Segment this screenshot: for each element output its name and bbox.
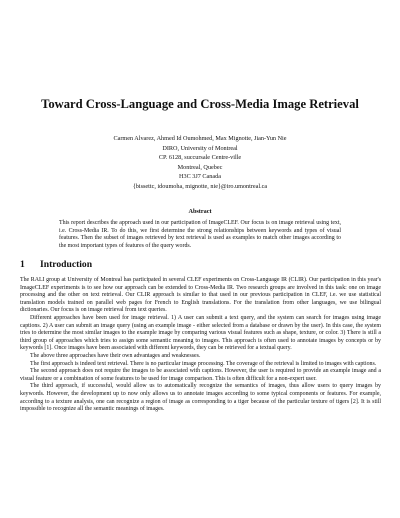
- paper-title: Toward Cross-Language and Cross-Media Image Retrieval: [41, 97, 359, 111]
- abstract-text: This report describes the approach used in our participation of ImageCLEF. Our focus is on image retrieval using text, i.e. Cross-Media IR. To do this, we first determine the strong relationships between keywords and types of visual features. Then the subset of images retrieved by text retrieval is used as examples to match other images according to the most important types of features of the query words.: [59, 220, 341, 249]
- section-number: 1: [20, 259, 25, 270]
- author-affiliation: DIRO, University of Montreal: [162, 144, 238, 152]
- section-body: [20, 277, 381, 414]
- author-names: Carmen Alvarez, Ahmed Id Oumohmed, Max Mignotte, Jian-Yun Nie: [113, 135, 287, 142]
- abstract-heading: Abstract: [188, 208, 212, 215]
- body-paragraph: The first approach is indeed text retrieval. There is no particular image processing. The coverage of the retrieval is limited to images with captions.: [30, 360, 377, 367]
- author-city: Montreal, Quebec: [177, 163, 223, 171]
- author-emails: {bissettc, idoumoha, mignotte, nie}@iro.umontreal.ca: [132, 182, 268, 190]
- body-paragraph: The above three approaches have their own advantages and weaknesses.: [30, 352, 201, 359]
- author-block: [40, 134, 360, 192]
- body-paragraph: The second approach does not require the images to be associated with captions. However, the user is required to provide an example image and a visual feature or a combination of some features to be used for image comparison. This is often difficult for a non-expert user.: [20, 368, 381, 382]
- body-paragraph: The third approach, if successful, would allow us to automatically recognize the semantics of images, thus allow users to query images by keywords. However, the development up to now only allows us to annotate images according to some typical components or features. For example, according to a texture analysis, one can recognize a region of image as corresponding to a tiger because of the particular texture of tigers [2]. It is still impossible to recognize all the semantic meanings of images.: [20, 383, 381, 413]
- section-title: Introduction: [40, 259, 93, 270]
- section-heading: [20, 259, 380, 271]
- author-postal-code: H3C 3J7 Canada: [179, 173, 221, 181]
- body-paragraph: Different approaches have been used for image retrieval. 1) A user can submit a text query, and the system can search for images using image captions. 2) A user can submit an image query (using an example image - either selected from a database or drawn by the user). In this case, the system tries to determine the most similar images to the example image by comparing various visual features such as shape, texture, or color. 3) There is still a third group of approaches which tries to assign some semantic meaning to images. This approach is often used to annotate images by concepts or by keywords [1]. Once images have been associated with different keywords, they can be retrieved for a textual query.: [20, 314, 381, 352]
- author-address-line: CP. 6128, succursale Centre-ville: [158, 154, 242, 162]
- body-paragraph: The RALI group at University of Montreal has participated in several CLEF experiments on Cross-Language IR (CLIR). Our participation in this year's ImageCLEF experiments is to see how our approach can be extended to Cross-Media IR. Two research groups are involved in this task: one on image processing and the other on text retrieval. Our CLIR approach is similar to that used in our previous participation in CLEF, i.e. we use statistical translation models trained on parallel web pages for French to English translations. For the translation from other languages, we use bilingual dictionaries. Our focus is on image retrieval from text queries.: [20, 277, 381, 314]
